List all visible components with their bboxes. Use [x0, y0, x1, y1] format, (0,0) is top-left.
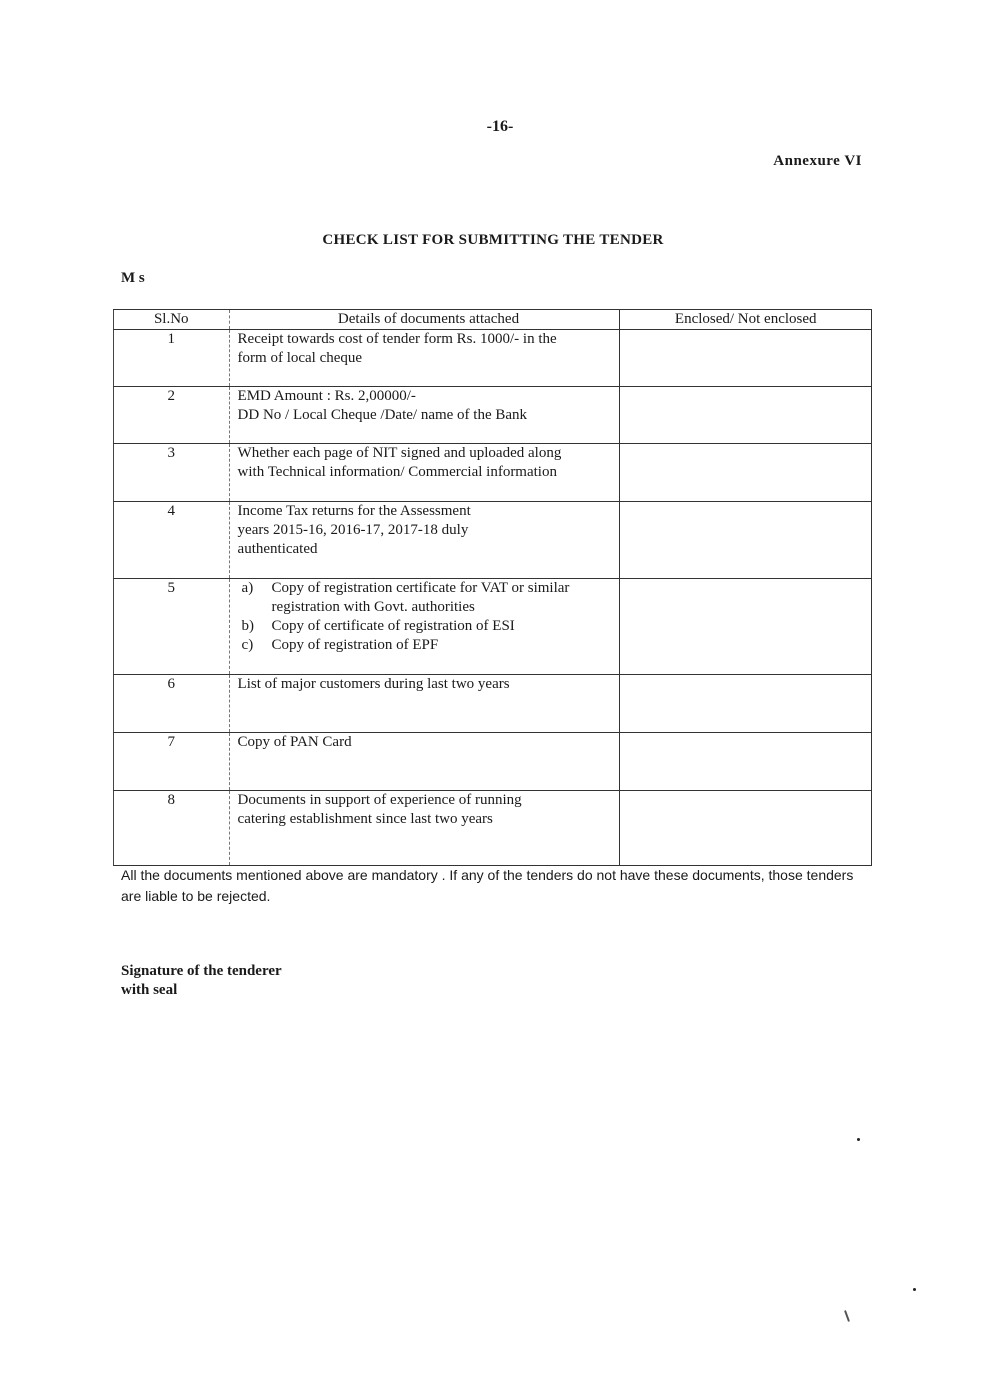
table-row	[114, 444, 872, 502]
row-number: 2	[114, 387, 230, 444]
enclosed-cell	[620, 444, 872, 502]
sub-item-marker: a)	[241, 580, 254, 596]
row-number: 7	[114, 733, 230, 791]
sub-item-marker: b)	[241, 618, 255, 634]
table-header-row	[114, 310, 872, 330]
detail-line: catering establishment since last two years	[237, 811, 493, 827]
mandatory-note: All the documents mentioned above are mandatory . If any of the tenders do not have these documents, those tenders are liable to be rejected.	[121, 867, 854, 904]
row-details	[229, 791, 620, 866]
enclosed-cell	[620, 675, 872, 733]
detail-line: Copy of PAN Card	[237, 734, 352, 750]
row-details	[229, 387, 620, 444]
header-details: Details of documents attached	[229, 310, 620, 330]
row-number: 4	[114, 502, 230, 579]
ms-label: M s	[121, 270, 145, 286]
row-details	[229, 444, 620, 502]
detail-line: Income Tax returns for the Assessment	[237, 503, 471, 519]
detail-line: authenticated	[237, 541, 318, 557]
header-enclosed: Enclosed/ Not enclosed	[620, 310, 872, 330]
header-sl-no: Sl.No	[114, 310, 230, 330]
row-details	[229, 502, 620, 579]
enclosed-cell	[620, 733, 872, 791]
detail-line: Documents in support of experience of running	[237, 792, 522, 808]
sub-item-text: Copy of certificate of registration of ESI	[271, 618, 515, 634]
enclosed-cell	[620, 791, 872, 866]
sub-item-marker	[238, 598, 272, 617]
row-number: 5	[114, 579, 230, 675]
sub-item-marker: c)	[241, 637, 254, 653]
detail-line: Whether each page of NIT signed and uploaded along	[237, 445, 562, 461]
sub-item-text: registration with Govt. authorities	[271, 599, 475, 615]
scan-speck	[857, 1138, 860, 1141]
table-row	[114, 579, 872, 675]
enclosed-cell	[620, 387, 872, 444]
table-row	[114, 502, 872, 579]
sub-item	[238, 598, 620, 617]
page-number: -16-	[486, 118, 514, 135]
enclosed-cell	[620, 579, 872, 675]
table-row	[114, 791, 872, 866]
row-number: 8	[114, 791, 230, 866]
detail-line: with Technical information/ Commercial information	[237, 464, 557, 480]
row-details	[229, 675, 620, 733]
sub-item	[238, 636, 620, 655]
row-number: 3	[114, 444, 230, 502]
table-row	[114, 387, 872, 444]
scan-speck	[844, 1310, 850, 1322]
signature-line: Signature of the tenderer	[121, 963, 282, 979]
detail-line: years 2015-16, 2016-17, 2017-18 duly	[237, 522, 469, 538]
enclosed-cell	[620, 330, 872, 387]
table-row	[114, 675, 872, 733]
sub-item-text: Copy of registration certificate for VAT or similar	[271, 580, 570, 596]
scan-speck	[913, 1288, 916, 1291]
sub-item-text: Copy of registration of EPF	[271, 637, 439, 653]
row-details	[229, 733, 620, 791]
detail-line: EMD Amount : Rs. 2,00000/-	[237, 388, 416, 404]
checklist-table	[113, 309, 872, 866]
table-row	[114, 733, 872, 791]
sub-item	[238, 617, 620, 636]
detail-line: form of local cheque	[237, 350, 363, 366]
detail-line: Receipt towards cost of tender form Rs. 1000/- in the	[237, 331, 557, 347]
enclosed-cell	[620, 502, 872, 579]
row-details	[229, 579, 620, 675]
annexure-label: Annexure VI	[773, 153, 862, 169]
signature-line: with seal	[121, 982, 178, 998]
row-details	[229, 330, 620, 387]
sub-item	[238, 579, 620, 598]
detail-line: List of major customers during last two years	[237, 676, 510, 692]
row-number: 6	[114, 675, 230, 733]
row-number: 1	[114, 330, 230, 387]
page-title: CHECK LIST FOR SUBMITTING THE TENDER	[322, 232, 664, 248]
table-row	[114, 330, 872, 387]
detail-line: DD No / Local Cheque /Date/ name of the Bank	[237, 407, 528, 423]
signature-block	[121, 962, 282, 1000]
